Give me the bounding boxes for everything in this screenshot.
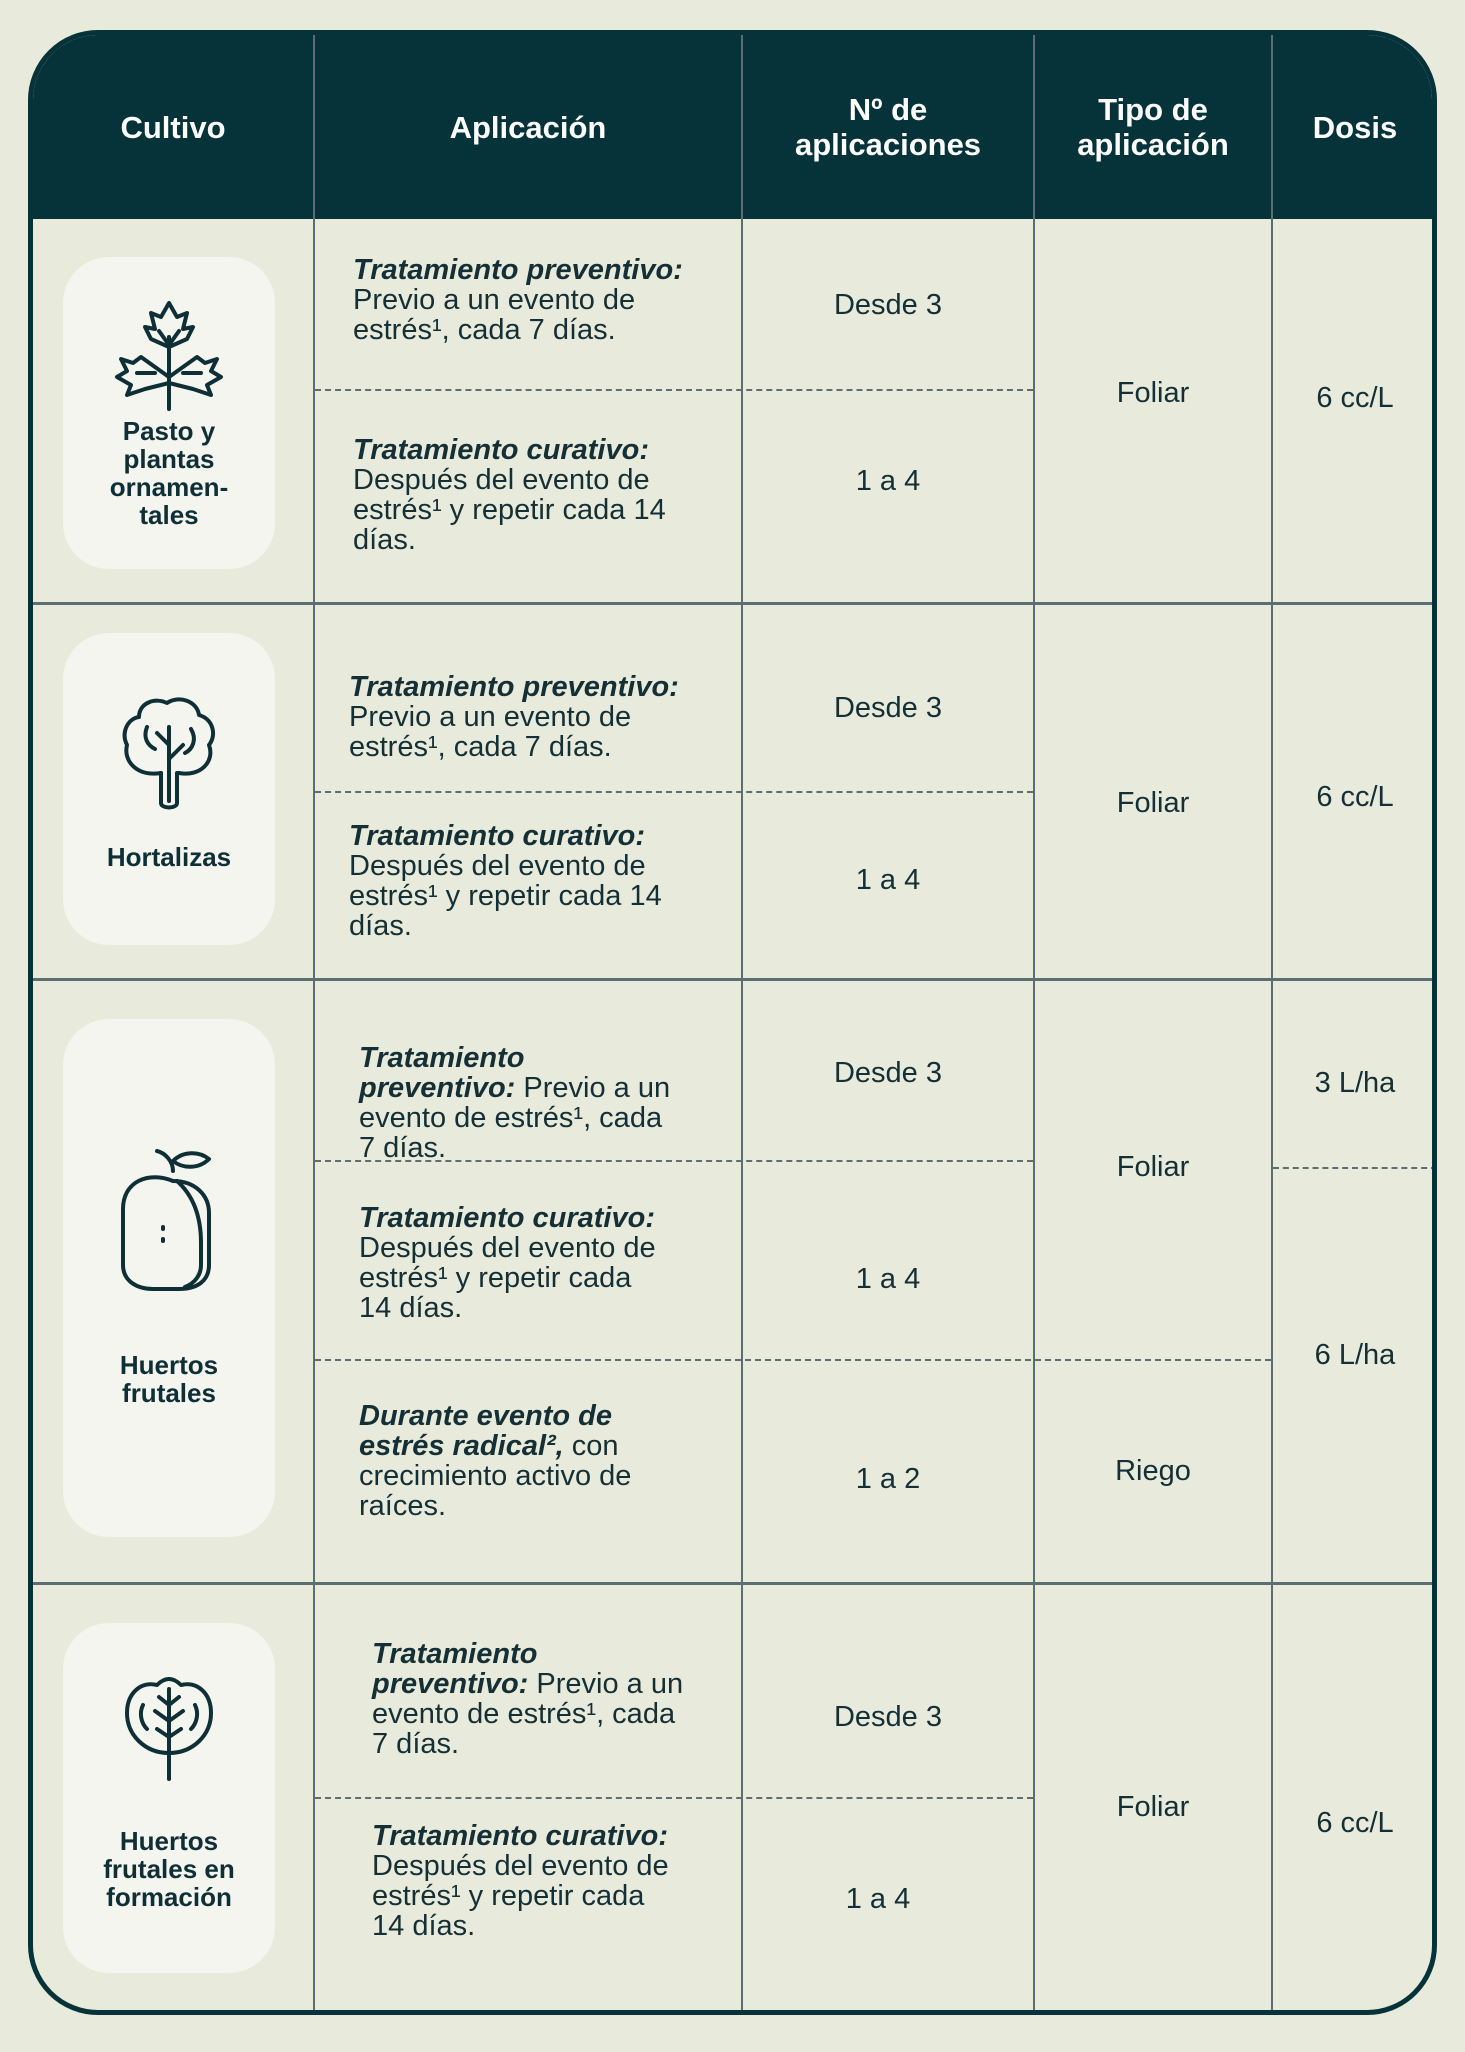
crop-label bbox=[63, 843, 275, 871]
application-line: Después del evento de bbox=[359, 1232, 656, 1264]
application-type: Riego bbox=[1115, 1455, 1191, 1487]
dose-value: 6 cc/L bbox=[1316, 382, 1394, 414]
application-text bbox=[353, 435, 666, 555]
application-text bbox=[372, 1821, 669, 1941]
header-dosis-text: Dosis bbox=[1312, 109, 1398, 145]
crop-card-pasto bbox=[63, 257, 275, 569]
header-aplicacion bbox=[315, 35, 741, 219]
application-title: Tratamiento curativo: bbox=[359, 1202, 655, 1234]
application-title: Tratamiento bbox=[359, 1042, 525, 1074]
application-line: días. bbox=[353, 524, 416, 556]
fruit-icon bbox=[115, 1147, 223, 1293]
application-line: estrés¹ y repetir cada 14 bbox=[353, 494, 666, 526]
dose-divider bbox=[1273, 1167, 1437, 1169]
application-title: preventivo: bbox=[372, 1668, 529, 1700]
crop-label-line: frutales en bbox=[103, 1854, 235, 1884]
application-title: Durante evento de bbox=[359, 1400, 612, 1432]
application-count: Desde 3 bbox=[833, 289, 942, 321]
crop-label bbox=[63, 1827, 275, 1911]
application-count: 1 a 2 bbox=[855, 1463, 921, 1495]
crop-label-line: plantas bbox=[123, 444, 215, 474]
crop-label-line: Hortalizas bbox=[106, 842, 232, 872]
application-text bbox=[359, 1203, 656, 1323]
column-divider bbox=[313, 35, 315, 2010]
crop-label-line: Huertos bbox=[119, 1350, 219, 1380]
application-count: Desde 3 bbox=[833, 1057, 942, 1089]
application-text bbox=[349, 821, 662, 941]
dose-value: 6 cc/L bbox=[1316, 1807, 1394, 1839]
application-line: Previo a un evento de bbox=[353, 284, 636, 316]
dose-value: 3 L/ha bbox=[1314, 1067, 1396, 1099]
spinach-leaf-icon bbox=[121, 1675, 217, 1783]
application-line: evento de estrés¹, cada bbox=[372, 1698, 676, 1730]
application-line: estrés¹ y repetir cada bbox=[372, 1880, 645, 1912]
application-count: Desde 3 bbox=[833, 692, 942, 724]
application-type: Foliar bbox=[1116, 787, 1190, 819]
application-text bbox=[359, 1401, 631, 1521]
crop-card-huertos-frutales bbox=[63, 1019, 275, 1537]
application-line: 7 días. bbox=[359, 1132, 447, 1164]
row-divider bbox=[33, 978, 1432, 981]
column-divider bbox=[1271, 35, 1273, 2010]
application-text bbox=[359, 1043, 670, 1163]
header-num-line2: aplicaciones bbox=[794, 127, 982, 162]
header-tipo-aplicacion bbox=[1035, 35, 1271, 219]
application-line: con bbox=[563, 1430, 619, 1462]
application-count: 1 a 4 bbox=[845, 1883, 911, 1915]
header-num-aplicaciones bbox=[743, 35, 1033, 219]
dose-value: 6 L/ha bbox=[1314, 1339, 1396, 1371]
crop-label-line: frutales bbox=[122, 1378, 216, 1408]
application-title: Tratamiento curativo: bbox=[349, 820, 645, 852]
application-line: estrés¹, cada 7 días. bbox=[353, 314, 616, 346]
application-type: Foliar bbox=[1116, 1151, 1190, 1183]
application-title: estrés radical², bbox=[359, 1430, 564, 1462]
header-tipo-line1: Tipo de bbox=[1098, 92, 1208, 127]
application-title: Tratamiento curativo: bbox=[372, 1820, 668, 1852]
application-line: 14 días. bbox=[359, 1292, 463, 1324]
application-type: Foliar bbox=[1116, 1791, 1190, 1823]
row-divider bbox=[33, 602, 1432, 605]
dosage-table bbox=[28, 30, 1437, 2015]
row-divider bbox=[33, 1582, 1432, 1585]
crop-label-line: ornamen- bbox=[109, 472, 229, 502]
header-cultivo-text: Cultivo bbox=[120, 109, 226, 145]
application-text bbox=[372, 1639, 683, 1759]
header-tipo-line2: aplicación bbox=[1077, 127, 1229, 162]
application-line: estrés¹ y repetir cada 14 bbox=[349, 880, 662, 912]
crop-label-line: Pasto y bbox=[122, 416, 216, 446]
crop-card-huertos-formacion bbox=[63, 1623, 275, 1973]
application-count: Desde 3 bbox=[833, 1701, 942, 1733]
lettuce-icon bbox=[117, 693, 221, 811]
application-title: preventivo: bbox=[359, 1072, 516, 1104]
application-line: evento de estrés¹, cada bbox=[359, 1102, 663, 1134]
header-cultivo bbox=[33, 35, 313, 219]
sub-row-divider bbox=[315, 1359, 1271, 1361]
application-line: estrés¹ y repetir cada bbox=[359, 1262, 632, 1294]
application-line: crecimiento activo de bbox=[359, 1460, 632, 1492]
application-text bbox=[353, 255, 683, 345]
application-text bbox=[349, 672, 679, 762]
crop-label bbox=[63, 417, 275, 529]
header-aplicacion-text: Aplicación bbox=[449, 109, 607, 145]
application-title: Tratamiento preventivo: bbox=[349, 671, 679, 703]
application-line: 7 días. bbox=[372, 1728, 460, 1760]
crop-label bbox=[63, 1351, 275, 1407]
sub-row-divider bbox=[315, 791, 1033, 793]
application-type: Foliar bbox=[1116, 377, 1190, 409]
application-title: Tratamiento preventivo: bbox=[353, 254, 683, 286]
header-num-line1: Nº de bbox=[848, 92, 928, 127]
application-title: Tratamiento curativo: bbox=[353, 434, 649, 466]
crop-label-line: formación bbox=[106, 1882, 232, 1912]
application-line: 14 días. bbox=[372, 1910, 476, 1942]
crop-card-hortalizas bbox=[63, 633, 275, 945]
crop-label-line: Huertos bbox=[119, 1826, 219, 1856]
application-count: 1 a 4 bbox=[855, 465, 921, 497]
dose-value: 6 cc/L bbox=[1316, 781, 1394, 813]
sub-row-divider bbox=[315, 1797, 1033, 1799]
application-title: Tratamiento bbox=[372, 1638, 538, 1670]
application-line: Después del evento de bbox=[372, 1850, 669, 1882]
column-divider bbox=[1033, 35, 1035, 2010]
application-count: 1 a 4 bbox=[855, 864, 921, 896]
application-line: Previo a un bbox=[528, 1668, 684, 1700]
application-line: Después del evento de bbox=[349, 850, 646, 882]
crop-label-line: tales bbox=[139, 500, 199, 530]
application-line: estrés¹, cada 7 días. bbox=[349, 731, 612, 763]
application-line: raíces. bbox=[359, 1490, 447, 1522]
header-dosis bbox=[1273, 35, 1437, 219]
application-count: 1 a 4 bbox=[855, 1263, 921, 1295]
sub-row-divider bbox=[315, 389, 1033, 391]
application-line: Previo a un evento de bbox=[349, 701, 632, 733]
application-line: Después del evento de bbox=[353, 464, 650, 496]
application-line: días. bbox=[349, 910, 412, 942]
application-line: Previo a un bbox=[515, 1072, 671, 1104]
maple-leaf-icon bbox=[111, 297, 227, 413]
